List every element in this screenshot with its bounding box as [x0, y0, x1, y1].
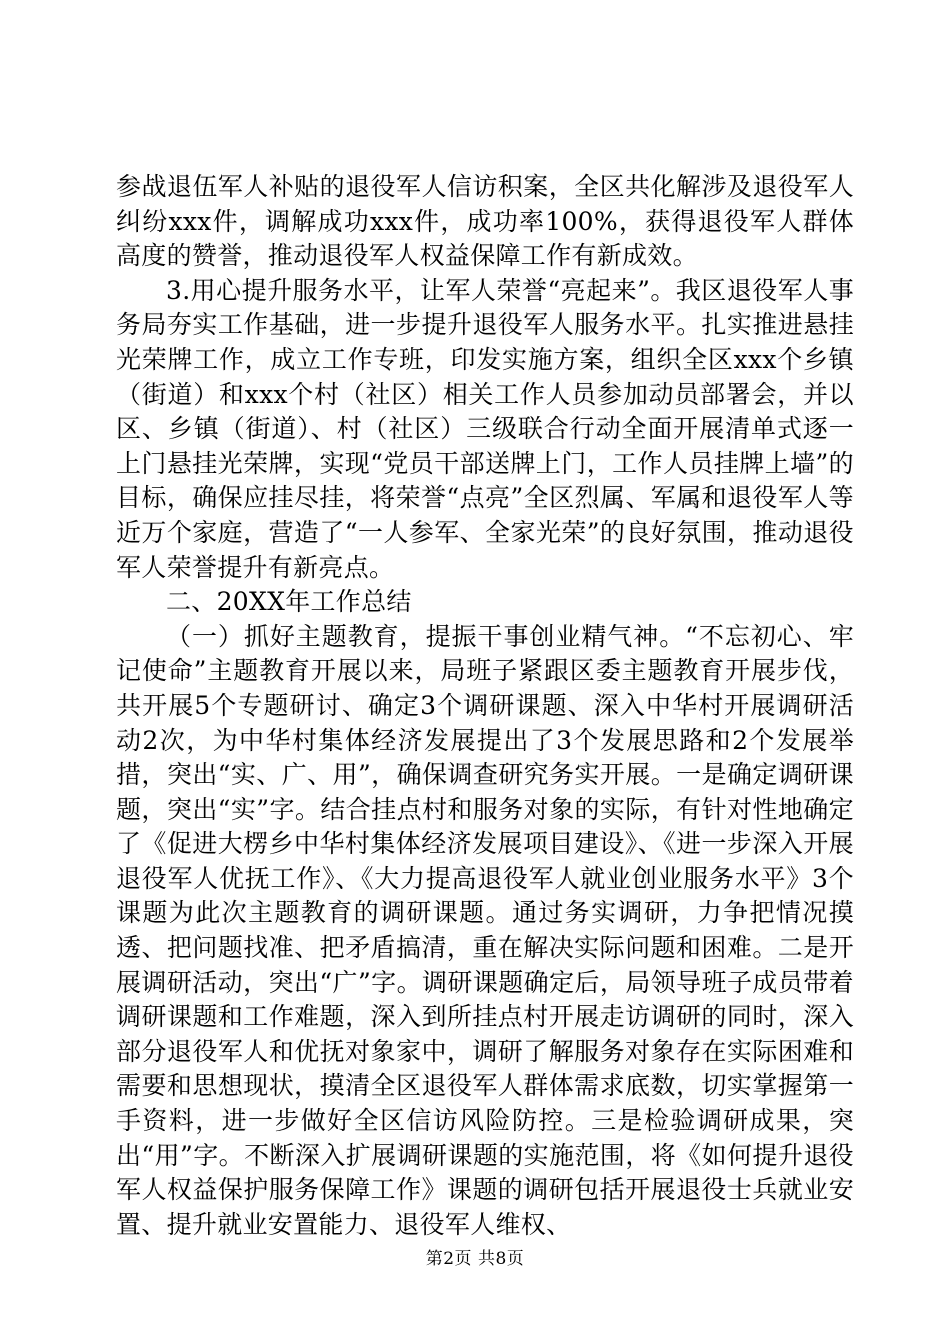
paragraph-continuation: 参战退伍军人补贴的退役军人信访积案，全区共化解涉及退役军人纠纷xxx件，调解成功xxx件，成功率100%，获得退役军人群体高度的赞誉，推动退役军人权益保障工作有新成效。 — [116, 172, 854, 271]
page-number-footer: 第2页 共8页 — [425, 1249, 525, 1269]
section-heading: 二、20XX年工作总结 — [166, 587, 412, 617]
paragraph-service-level: 3.用心提升服务水平，让军人荣誉“亮起来”。我区退役军人事务局夯实工作基础，进一步提升退役军人服务水平。扎实推进悬挂光荣牌工作，成立工作专班，印发实施方案，组织全区xxx个乡镇（街道）和xxx个村（社区）相关工作人员参加动员部署会，并以区、乡镇（街道）、村（社区）三级联合行动全面开展清单式逐一上门悬挂光荣牌，实现“党员干部送牌上门，工作人员挂牌上墙”的目标，确保应挂尽挂，将荣誉“点亮”全区烈属、军属和退役军人等近万个家庭，营造了“一人参军、全家光荣”的良好氛围，推动退役军人荣誉提升有新亮点。 — [116, 275, 854, 582]
paragraph-theme-education: （一）抓好主题教育，提振干事创业精气神。“不忘初心、牢记使命”主题教育开展以来，局班子紧跟区委主题教育开展步伐，共开展5个专题研讨、确定3个调研课题、深入中华村开展调研活动2次，为中华村集体经济发展提出了3个发展思路和2个发展举措，突出“实、广、用”，确保调查研究务实开展。一是确定调研课题，突出“实”字。结合挂点村和服务对象的实际，有针对性地确定了《促进大楞乡中华村集体经济发展项目建设》、《进一步深入开展退役军人优抚工作》、《大力提高退役军人就业创业服务水平》3个课题为此次主题教育的调研课题。通过务实调研，力争把情况摸透、把问题找准、把矛盾搞清，重在解决实际问题和困难。二是开展调研活动，突出“广”字。调研课题确定后，局领导班子成员带着调研课题和工作难题，深入到所挂点村开展走访调研的同时，深入部分退役军人和优抚对象家中，调研了解服务对象存在实际困难和需要和思想现状，摸清全区退役军人群体需求底数，切实掌握第一手资料，进一步做好全区信访风险防控。三是检验调研成果，突出“用”字。不断深入扩展调研课题的实施范围，将《如何提升退役军人权益保护服务保障工作》课题的调研包括开展退役士兵就业安置、提升就业安置能力、退役军人维权、 — [116, 621, 854, 1239]
document-body — [116, 170, 854, 1242]
